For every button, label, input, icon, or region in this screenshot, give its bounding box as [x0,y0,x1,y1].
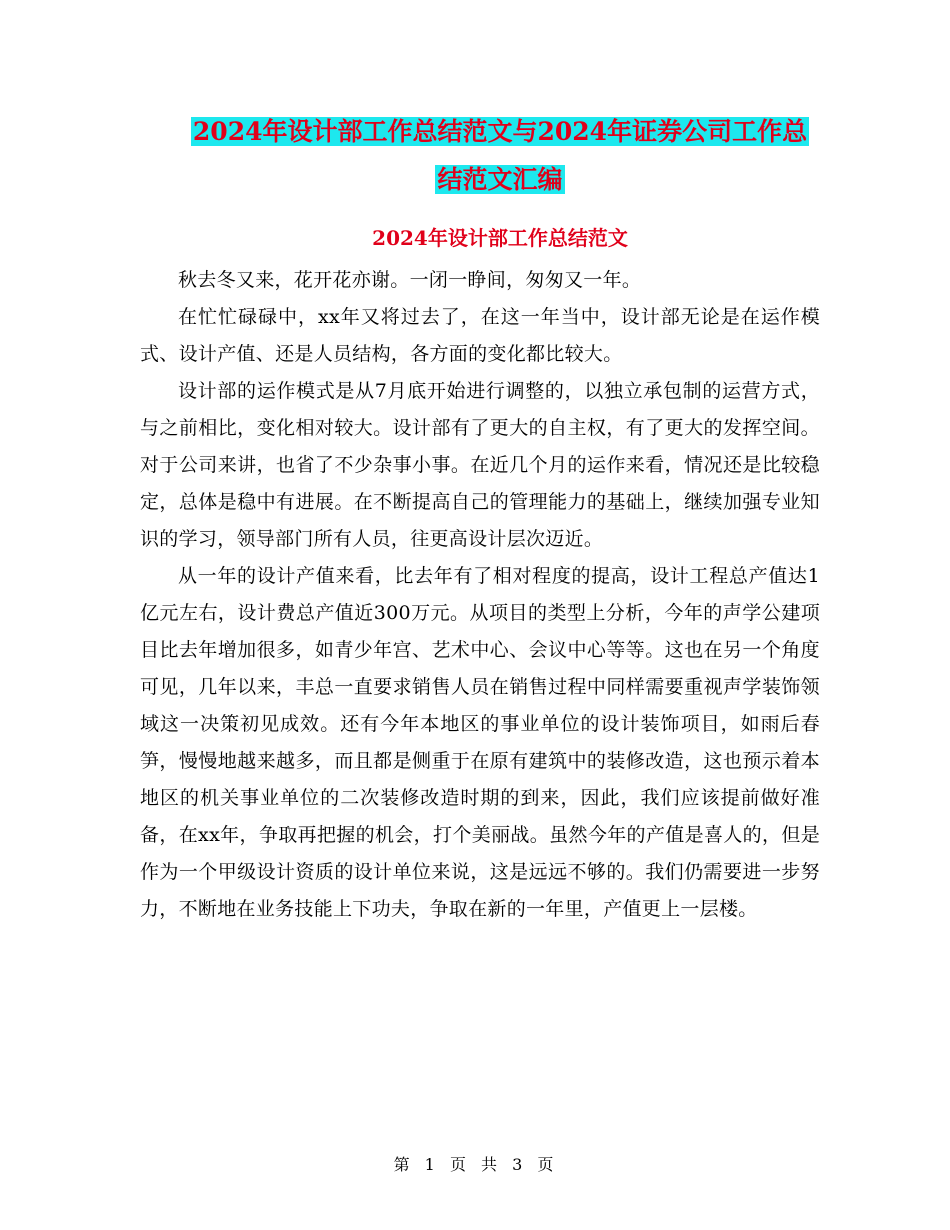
page-footer: 第 1 页 共 3 页 [393,1155,557,1174]
document-title [140,108,860,204]
paragraph-2: 在忙忙碌碌中，xx年又将过去了，在这一年当中，设计部无论是在运作模式、设计产值、还是人员结构，各方面的变化都比较大。 [140,306,820,365]
document-title-line-1: 2024年设计部工作总结范文与2024年证券公司工作总 [192,117,808,146]
paragraph-4: 从一年的设计产值来看，比去年有了相对程度的提高，设计工程总产值达1亿元左右，设计费总产值近300万元。从项目的类型上分析，今年的声学公建项目比去年增加很多，如青少年宫、艺术中心、会议中心等等。这也在另一个角度可见，几年以来，丰总一直要求销售人员在销售过程中同样需要重视声学装饰领域这一决策初见成效。还有今年本地区的事业单位的设计装饰项目，如雨后春笋，慢慢地越来越多，而且都是侧重于在原有建筑中的装修改造，这也预示着本地区的机关事业单位的二次装修改造时期的到来，因此，我们应该提前做好准备，在xx年，争取再把握的机会，打个美丽战。虽然今年的产值是喜人的，但是作为一个甲级设计资质的设计单位来说，这是远远不够的。我们仍需要进一步努力，不断地在业务技能上下功夫，争取在新的一年里，产值更上一层楼。 [140,565,820,920]
document-body [140,262,820,928]
section-title: 2024年设计部工作总结范文 [372,226,628,250]
paragraph-1: 秋去冬又来，花开花亦谢。一闭一睁间，匆匆又一年。 [178,269,642,291]
document-title-line-2: 结范文汇编 [437,165,563,194]
paragraph-3: 设计部的运作模式是从7月底开始进行调整的，以独立承包制的运营方式，与之前相比，变化相对较大。设计部有了更大的自主权，有了更大的发挥空间。对于公司来讲，也省了不少杂事小事。在近几个月的运作来看，情况还是比较稳定，总体是稳中有进展。在不断提高自己的管理能力的基础上，继续加强专业知识的学习，领导部门所有人员，往更高设计层次迈近。 [140,380,820,550]
